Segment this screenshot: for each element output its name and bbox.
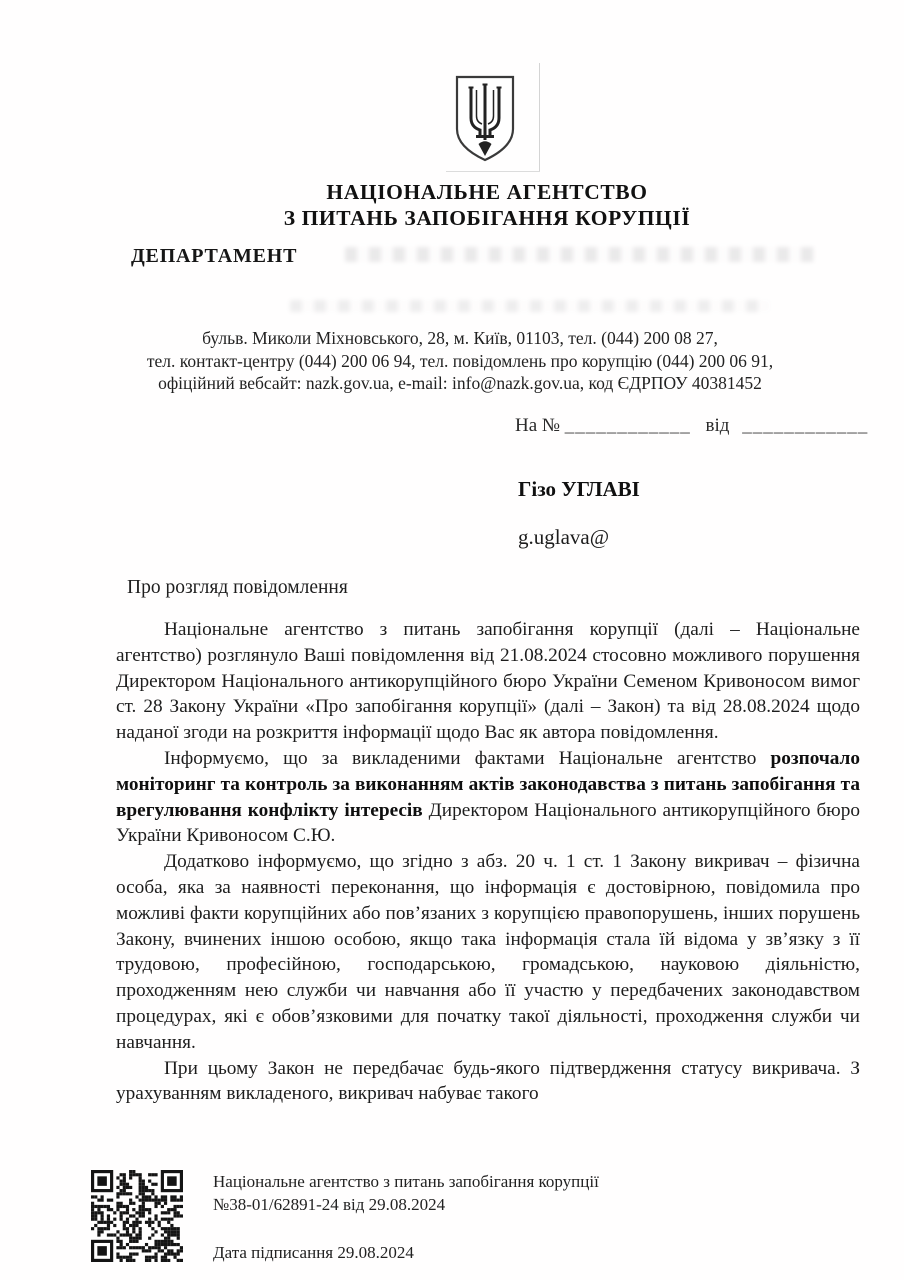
letter-body	[116, 617, 860, 1107]
reference-number-line	[515, 415, 868, 437]
scan-artifact-vertical-line	[539, 63, 540, 172]
paragraph2-bold: розпочало моніторинг та контроль за виконанням актів законодавства з питань запобігання та врегулювання конфлікту інтересів	[116, 747, 860, 821]
address-line: тел. контакт-центру (044) 200 06 94, тел. повідомлень про корупцію (044) 200 06 91,	[146, 350, 774, 371]
body-paragraph-1: Національне агентство з питань запобігання корупції (далі – Національне агентство) розглянуло Ваші повідомлення від 21.08.2024 стосовно можливого порушення Директором Національного антикорупційного бюро України Семеном Кривоносом вимог ст. 28 Закону України «Про запобігання корупції» (далі – Закон) та від 28.08.2024 щодо наданої згоди на розкриття інформації щодо Вас як автора повідомлення.	[116, 619, 860, 744]
erased-text-smudge	[290, 300, 770, 312]
trident-shield-svg	[452, 74, 518, 164]
reference-vid-label: від	[705, 415, 730, 436]
agency-address-block	[80, 327, 840, 395]
reference-number-blank: ____________	[564, 415, 691, 436]
recipient-email: g.uglava@	[518, 525, 610, 549]
ukraine-trident-emblem-icon	[452, 74, 518, 164]
scan-artifact-horizontal-line	[446, 171, 540, 172]
paragraph2-end: Директором Національного антикорупційного бюро України Кривоносом С.Ю.	[116, 799, 860, 847]
department-label: ДЕПАРТАМЕНТ	[131, 245, 298, 267]
address-line: офіційний вебсайт: nazk.gov.ua, e-mail: info@nazk.gov.ua, код ЄДРПОУ 40381452	[158, 373, 762, 393]
recipient-name: Гізо УГЛАВІ	[518, 477, 640, 501]
body-paragraph-4: При цьому Закон не передбачає будь-якого підтвердження статусу викривача. З урахуванням викладеного, викривач набуває такого	[116, 1057, 860, 1105]
footer-registration-number: №38-01/62891-24 від 29.08.2024	[213, 1195, 446, 1214]
paragraph2-start: Інформуємо, що за викладеними фактами Національне агентство	[164, 747, 771, 769]
footer-registration-block	[213, 1170, 773, 1264]
qr-code	[91, 1170, 183, 1262]
body-paragraph-3: Додатково інформуємо, що згідно з абз. 20 ч. 1 ст. 1 Закону викривач – фізична особа, яка за наявності переконання, що інформація є достовірною, повідомила про можливі факти корупційних або пов’язаних з корупцією правопорушень, інших порушень Закону, вчинених іншою особою, якщо така інформація стала їй відома у зв’язку з її трудовою, професійною, господарською, громадською, науковою діяльністю, проходженням нею служби чи навчання або її участю у передбачених законодавством процедурах, які є обов’язковими для початку такої діяльності, проходження служби чи навчання.	[116, 851, 860, 1053]
footer-agency-line: Національне агентство з питань запобігання корупції	[213, 1172, 599, 1191]
footer-signing-date: Дата підписання 29.08.2024	[213, 1243, 414, 1262]
reference-date-blank: ____________	[742, 415, 869, 436]
body-paragraph-2	[116, 746, 860, 849]
reference-na-label: На №	[515, 415, 561, 436]
agency-name	[90, 179, 884, 231]
address-line: бульв. Миколи Міхновського, 28, м. Київ, 01103, тел. (044) 200 08 27,	[202, 328, 718, 348]
agency-name-line2: З ПИТАНЬ ЗАПОБІГАННЯ КОРУПЦІЇ	[283, 206, 691, 230]
agency-name-line1: НАЦІОНАЛЬНЕ АГЕНТСТВО	[326, 180, 648, 204]
erased-text-smudge	[345, 247, 815, 262]
subject-line: Про розгляд повідомлення	[127, 577, 348, 598]
